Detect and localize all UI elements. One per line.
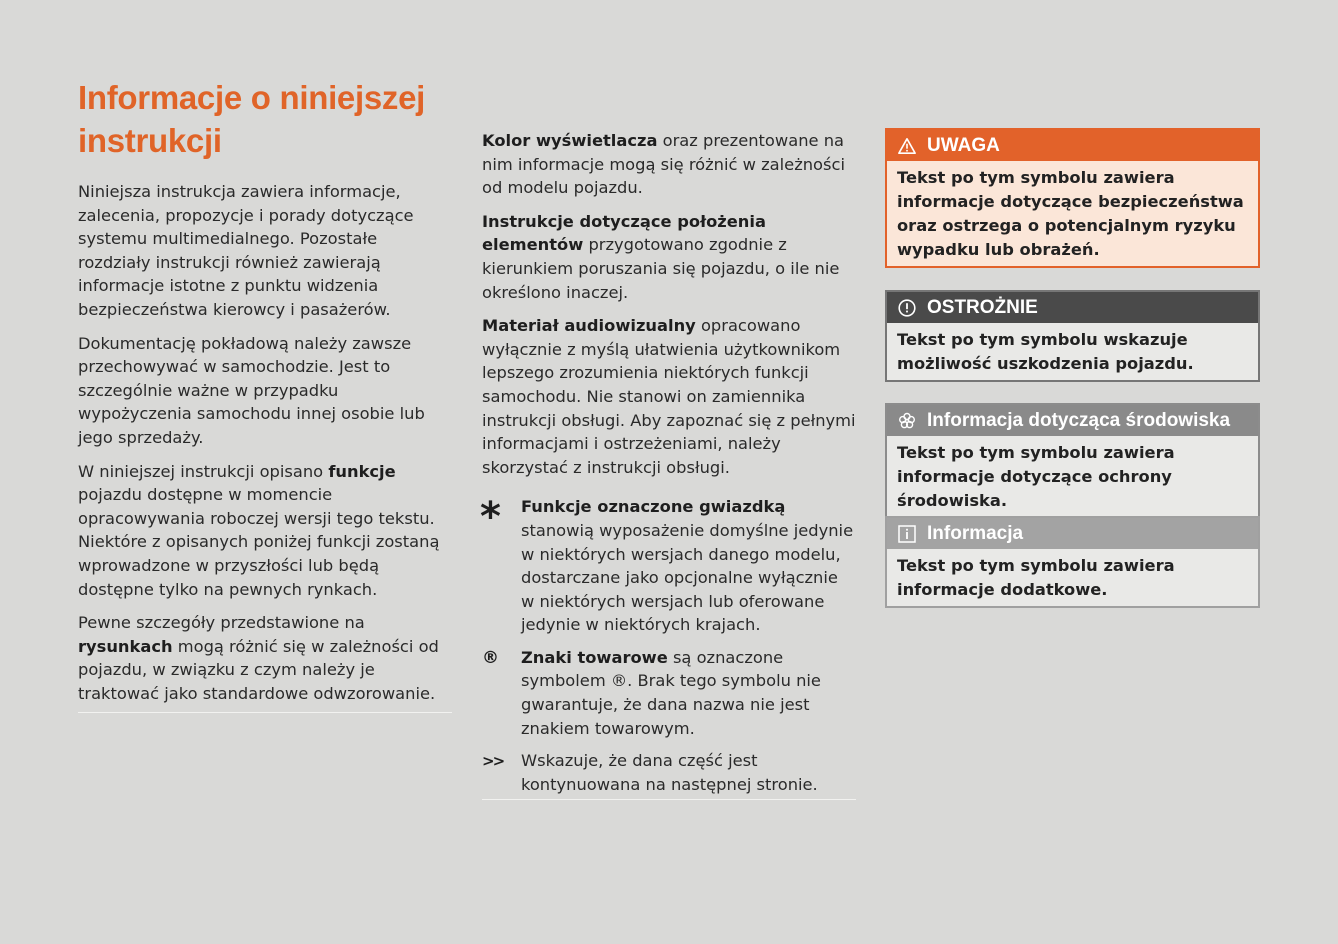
flower-icon	[898, 412, 916, 430]
divider	[78, 712, 452, 713]
page-title: Informacje o niniejszej instrukcji	[78, 79, 426, 159]
double-chevron-icon: >>	[482, 752, 504, 771]
warning-box-header	[887, 130, 1258, 161]
warning-box	[885, 128, 1260, 268]
info-box-text: Tekst po tym symbolu zawiera informacje dodatkowe.	[887, 549, 1258, 606]
info-icon	[898, 525, 916, 543]
registered-icon: ®	[482, 647, 499, 668]
exclamation-circle-icon	[898, 299, 916, 317]
caution-box-header	[887, 292, 1258, 323]
info-box-title: Informacja	[927, 522, 1024, 544]
environment-box-header	[887, 405, 1258, 436]
caution-box-text: Tekst po tym symbolu wskazuje możliwość uszkodzenia pojazdu.	[887, 323, 1258, 380]
audiovisual-paragraph: Materiał audiowizualny opracowano wyłącznie z myślą ułatwienia użytkownikom lepszego zrozumienia niektórych funkcji samochodu. Nie stanowi on zamiennika instrukcji obsługi. Aby zapoznać się z pełnymi informacjami i ostrzeżeniami, należy skorzystać z instrukcji obsługi.	[482, 316, 856, 477]
trademark-note: ® Znaki towarowe są oznaczone symbolem ®. Brak tego symbolu nie gwarantuje, że dana nazwa nie jest znakiem towarowym.	[482, 647, 821, 738]
display-color-paragraph: Kolor wyświetlacza oraz prezentowane na nim informacje mogą się różnić w zależności od modelu pojazdu.	[482, 131, 845, 198]
asterisk-icon: *	[480, 494, 501, 541]
caution-box	[885, 290, 1260, 382]
warning-box-text: Tekst po tym symbolu zawiera informacje dotyczące bezpieczeństwa oraz ostrzega o potencjalnym ryzyku wypadku lub obrażeń.	[887, 161, 1258, 266]
column-middle	[482, 129, 856, 800]
drawings-paragraph: Pewne szczegóły przedstawione na rysunkach mogą różnić się w zależności od pojazdu, w związku z czym należy je traktować jako standardowe odwzorowanie.	[78, 613, 439, 703]
info-box	[885, 516, 1260, 608]
info-box-header	[887, 518, 1258, 549]
functions-paragraph: W niniejszej instrukcji opisano funkcje pojazdu dostępne w momencie opracowywania roboczej wersji tego tekstu. Niektóre z opisanych poniżej funkcji zostaną wprowadzone w przyszłości lub będą dostępne tylko na pewnych rynkach.	[78, 461, 440, 599]
environment-box	[885, 403, 1260, 519]
column-left	[78, 180, 452, 713]
documentation-paragraph: Dokumentację pokładową należy zawsze przechowywać w samochodzie. Jest to szczególnie ważne w przypadku wypożyczenia samochodu innej osobie lub jego sprzedaży.	[78, 333, 425, 447]
divider	[482, 799, 856, 800]
intro-paragraph: Niniejsza instrukcja zawiera informacje, zalecenia, propozycje i porady dotyczące systemu multimedialnego. Pozostałe rozdziały instrukcji również zawierają informacje istotne z punktu widzenia bezpieczeństwa kierowcy i pasażerów.	[78, 182, 414, 319]
element-position-paragraph: Instrukcje dotyczące położenia elementów przygotowano zgodnie z kierunkiem poruszania się pojazdu, o ile nie określono inaczej.	[482, 211, 840, 302]
caution-box-title: OSTROŻNIE	[927, 296, 1038, 318]
asterisk-note: * Funkcje oznaczone gwiazdką stanowią wyposażenie domyślne jedynie w niektórych wersjach danego modelu, dostarczane jako opcjonalne wyłącznie w niektórych wersjach lub oferowane jedynie w niektórych krajach.	[480, 494, 854, 635]
environment-box-text: Tekst po tym symbolu zawiera informacje dotyczące ochrony środowiska.	[887, 436, 1258, 517]
warning-triangle-icon	[898, 137, 916, 155]
environment-box-title: Informacja dotycząca środowiska	[927, 409, 1231, 431]
warning-box-title: UWAGA	[927, 134, 1000, 156]
continuation-note: >> Wskazuje, że dana część jest kontynuowana na następnej stronie.	[482, 751, 818, 794]
